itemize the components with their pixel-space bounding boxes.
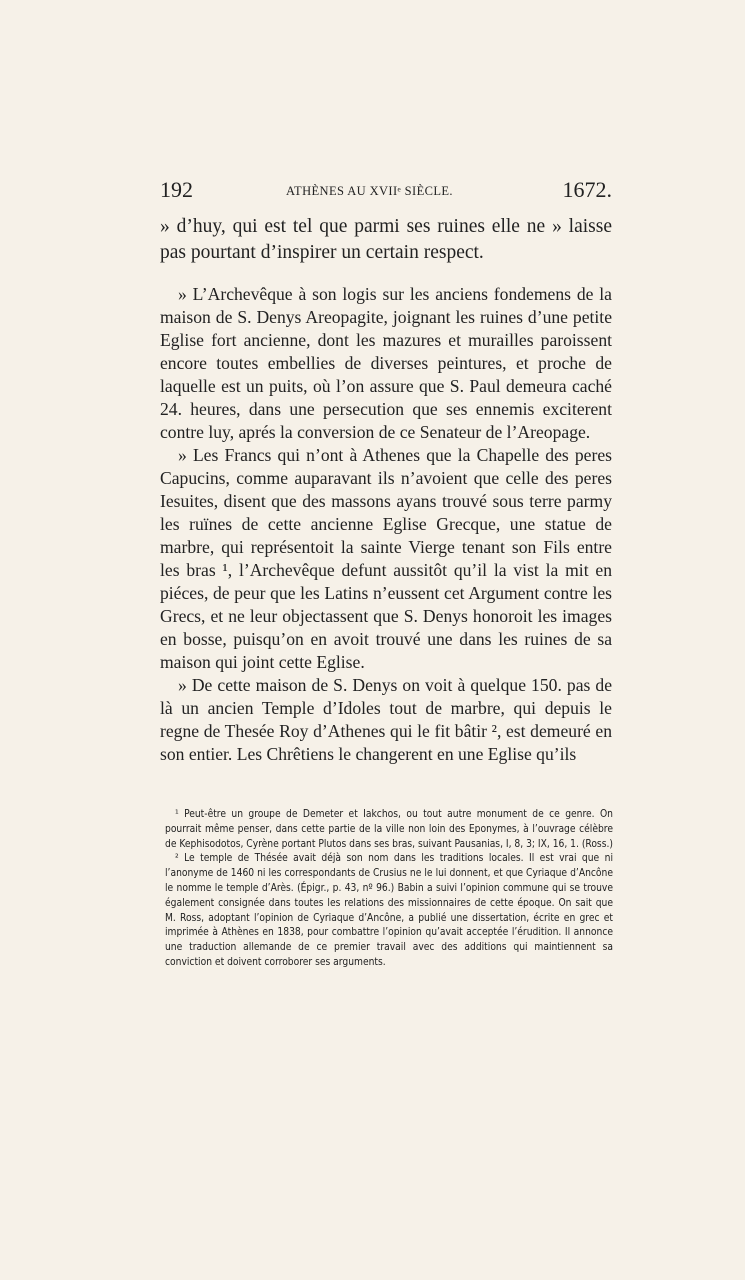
- running-header: [160, 177, 612, 205]
- footnote: ² Le temple de Thésée avait déjà son nom dans les traditions locales. Il est vrai que ni l’anonyme de 1460 ni les correspondants de Crusius ne le lui donnent, et que Cyriaque d’Ancône le nomme le temple d’Arès. (Épigr., p. 43, nº 96.) Babin a suivi l’opinion commune qui se trouve également consignée dans toutes les relations des missionnaires de cette époque. On sait que M. Ross, adoptant l’opinion de Cyriaque d’Ancône, a publié une dissertation, écrite en grec et imprimée à Athènes en 1838, pour combattre l’opinion qu’avait acceptée l’érudition. Il annonce une traduction allemande de ce premier travail avec des additions qui maintiennent sa conviction et doivent corroborer ses arguments.: [165, 853, 613, 968]
- paragraph: » De cette maison de S. Denys on voit à quelque 150. pas de là un ancien Temple d’Idoles tout de marbre, qui depuis le regne de Thesée Roy d’Athenes qui le fit bâtir ², est demeuré en son entier. Les Chrêtiens le changerent en une Eglise qu’ils: [160, 675, 612, 764]
- page-number: 192: [160, 177, 193, 202]
- body-text: [160, 214, 612, 766]
- paragraph: » L’Archevêque à son logis sur les anciens fondemens de la maison de S. Denys Areopagite, joignant les ruines d’une petite Eglise fort ancienne, dont les mazures et murailles paroissent encore toutes embellies de diverses peintures, et proche de laquelle est un puits, où l’on assure que S. Paul demeura caché 24. heures, dans une persecution que ses ennemis exciterent contre luy, aprés la conversion de ce Senateur de l’Areopage.: [160, 284, 612, 442]
- intro-quote: » d’huy, qui est tel que parmi ses ruines elle ne » laisse pas pourtant d’inspirer un certain respect.: [160, 216, 612, 263]
- paragraph: » Les Francs qui n’ont à Athenes que la Chapelle des peres Capucins, comme auparavant ils n’avoient que celle des peres Iesuites, disent que des massons ayans trouvé sous terre parmy les ruïnes de cette ancienne Eglise Grecque, une statue de marbre, qui représentoit la sainte Vierge tenant son Fils entre les bras ¹, l’Archevêque defunt aussitôt qu’il la vist la mit en piéces, de peur que les Latins n’eussent cet Argument contre les Grecs, et ne leur objectassent que S. Denys honoroit les images en bosse, puisqu’on en avoit trouvé une dans les ruines de sa maison qui joint cette Eglise.: [160, 445, 612, 672]
- footnotes: [165, 808, 613, 971]
- header-year: 1672.: [562, 177, 612, 202]
- running-title: ATHÈNES AU XVIIᵉ SIÈCLE.: [286, 184, 453, 198]
- footnote: ¹ Peut-être un groupe de Demeter et Iakchos, ou tout autre monument de ce genre. On pourrait même penser, dans cette partie de la ville non loin des Eponymes, à l’ouvrage célèbre de Kephisodotos, Cyrène portant Plutos dans ses bras, suivant Pausanias, I, 8, 3; IX, 16, 1. (Ross.): [165, 809, 613, 850]
